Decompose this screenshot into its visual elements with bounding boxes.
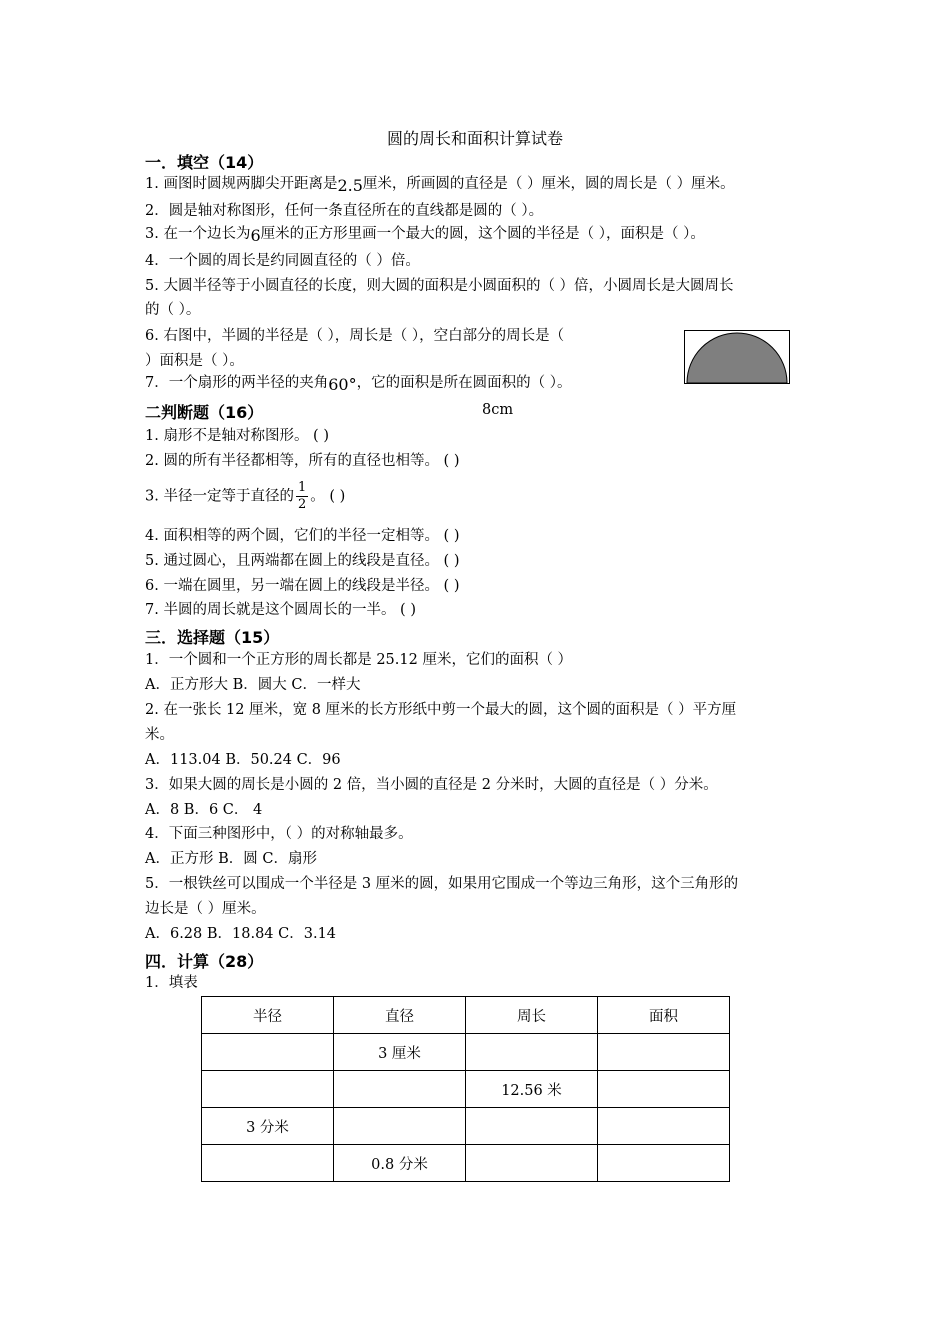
- math-value: 2.5: [337, 176, 363, 195]
- table-header-cell: 半径: [202, 997, 334, 1034]
- table-cell[interactable]: [598, 1145, 730, 1182]
- section-judge: 二判断题（16）: [145, 403, 264, 422]
- table-cell[interactable]: 3 分米: [202, 1108, 334, 1145]
- table-row: [202, 1034, 730, 1071]
- figure-dimension-label: 8cm: [482, 402, 514, 418]
- table-header-cell: 面积: [598, 997, 730, 1034]
- section-calc: 四．计算（28）: [145, 952, 264, 971]
- table-row: [202, 1071, 730, 1108]
- choice-q2-line1: 2. 在一张长 12 厘米，宽 8 厘米的长方形纸中剪一个最大的圆，这个圆的面积是（ ）平方厘: [145, 702, 737, 718]
- choice-q2-line2: 米。: [145, 727, 174, 743]
- calc-q1-label: 1．填表: [145, 975, 198, 991]
- table-row: [202, 1108, 730, 1145]
- semicircle-shape: [685, 331, 789, 383]
- fraction-one-half: $\frac{1}{2}$: [297, 480, 307, 512]
- table-cell[interactable]: [598, 1108, 730, 1145]
- semicircle-figure: [684, 330, 790, 384]
- judge-q2: 2. 圆的所有半径都相等，所有的直径也相等。 ( ): [145, 453, 460, 469]
- section-choice: 三．选择题（15）: [145, 628, 280, 647]
- choice-q5-line1: 5．一根铁丝可以围成一个半径是 3 厘米的圆，如果用它围成一个等边三角形，这个三角形的: [145, 876, 739, 892]
- table-cell[interactable]: [334, 1071, 466, 1108]
- table-cell[interactable]: [466, 1145, 598, 1182]
- table-cell[interactable]: [202, 1071, 334, 1108]
- judge-q7: 7. 半圆的周长就是这个圆周长的一半。 ( ): [145, 602, 416, 618]
- table-cell[interactable]: 0.8 分米: [334, 1145, 466, 1182]
- table-cell[interactable]: [466, 1108, 598, 1145]
- page-title: 圆的周长和面积计算试卷: [386, 129, 563, 148]
- choice-q5-line2: 边长是（ ）厘米。: [145, 901, 266, 917]
- choice-q5-options: A．6.28 B．18.84 C．3.14: [145, 926, 337, 942]
- table-cell[interactable]: [202, 1145, 334, 1182]
- choice-q3-options: A．8 B．6 C． 4: [145, 802, 263, 818]
- table-cell[interactable]: [466, 1034, 598, 1071]
- table-cell[interactable]: 12.56 米: [466, 1071, 598, 1108]
- judge-q5: 5. 通过圆心，且两端都在圆上的线段是直径。 ( ): [145, 553, 460, 569]
- choice-q2-options: A．113.04 B．50.24 C．96: [145, 752, 341, 768]
- section-fill-blank: 一．填空（14）: [145, 153, 264, 172]
- fill-q7: 7．一个扇形的两半径的夹角60°，它的面积是所在圆面积的（ ）。: [145, 375, 572, 394]
- fill-q6-line1: 6. 右图中，半圆的半径是（ ），周长是（ ），空白部分的周长是（: [145, 328, 565, 344]
- table-header-row: [202, 997, 730, 1034]
- judge-q1: 1. 扇形不是轴对称图形。 ( ): [145, 428, 329, 444]
- choice-q3: 3．如果大圆的周长是小圆的 2 倍，当小圆的直径是 2 分米时，大圆的直径是（ ）分米。: [145, 777, 718, 793]
- table-header-cell: 周长: [466, 997, 598, 1034]
- table-cell[interactable]: [334, 1108, 466, 1145]
- table-cell[interactable]: [202, 1034, 334, 1071]
- table-cell[interactable]: [598, 1071, 730, 1108]
- angle-value: 60°: [328, 375, 357, 394]
- fill-q2: 2．圆是轴对称图形，任何一条直径所在的直线都是圆的（ ）。: [145, 203, 544, 219]
- judge-q3: 3. 半径一定等于直径的 $\frac{1}{2}$ 。 ( ): [145, 480, 346, 512]
- circle-table: [201, 996, 730, 1182]
- choice-q1-options: A．正方形大 B．圆大 C．一样大: [145, 677, 361, 693]
- fill-q3: 3. 在一个边长为6厘米的正方形里画一个最大的圆，这个圆的半径是（ ），面积是（ ）。: [145, 226, 705, 245]
- judge-q6: 6. 一端在圆里，另一端在圆上的线段是半径。 ( ): [145, 578, 460, 594]
- judge-q4: 4. 面积相等的两个圆，它们的半径一定相等。 ( ): [145, 528, 460, 544]
- table-cell[interactable]: [598, 1034, 730, 1071]
- fill-q4: 4．一个圆的周长是约同圆直径的（ ）倍。: [145, 253, 420, 269]
- table-cell[interactable]: 3 厘米: [334, 1034, 466, 1071]
- table-row: [202, 1145, 730, 1182]
- fill-q5-line1: 5. 大圆半径等于小圆直径的长度，则大圆的面积是小圆面积的（ ）倍，小圆周长是大圆周长: [145, 278, 734, 294]
- choice-q1: 1．一个圆和一个正方形的周长都是 25.12 厘米，它们的面积（ ）: [145, 652, 573, 668]
- choice-q4: 4．下面三种图形中，（ ）的对称轴最多。: [145, 826, 413, 842]
- table-header-cell: 直径: [334, 997, 466, 1034]
- fill-q5-line2: 的（ ）。: [145, 302, 201, 318]
- math-value: 6: [250, 226, 261, 245]
- fill-q1: 1. 画图时圆规两脚尖开距离是2.5厘米，所画圆的直径是（ ）厘米，圆的周长是（ ）厘米。: [145, 176, 735, 195]
- choice-q4-options: A．正方形 B．圆 C．扇形: [145, 851, 317, 867]
- fill-q6-line2: ）面积是（ ）。: [145, 353, 244, 369]
